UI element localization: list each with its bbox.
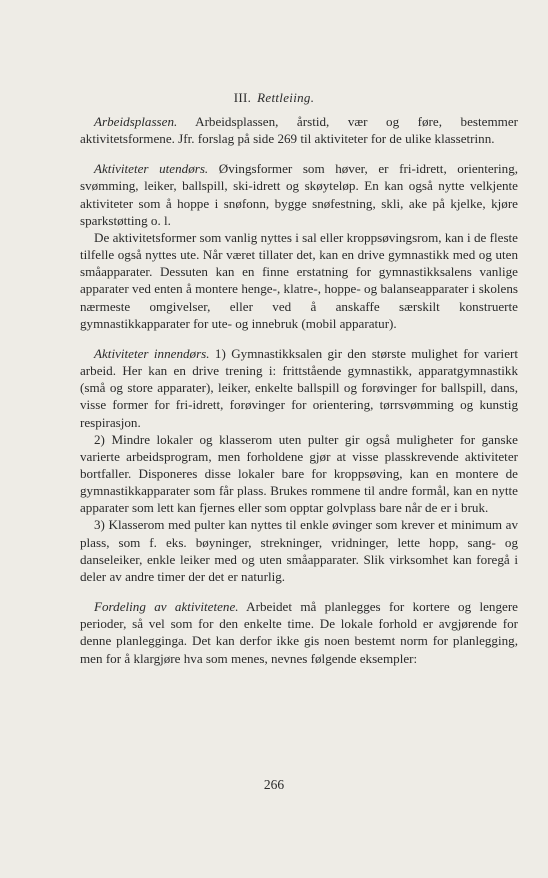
paragraph-text: 1) Gymnastikksalen gir den største mulighet for variert arbeid. Her kan en drive trening i: frittstående gymnastikk, apparatgymnastikk (små og store apparater), leiker, enkelte ballspill og forøvinger for ballspill, dans, visse former for fri-idrett, forøvinger for orientering, tørrsvømming og kunstig respirasjon. xyxy=(80,345,518,430)
paragraph-text: Øvingsformer som høver, er fri-idrett, orientering, svømming, leiker, ballspill, ski-idrett og skøyteløp. En kan også nytte velkjente aktiviteter som å hoppe i snøfonn, bygge snøfestning, skli, ake på kjelke, kjøre sparkstøtting o. l. xyxy=(80,161,519,228)
paragraph-fordeling xyxy=(80,598,518,667)
paragraph-text: Arbeidsplassen, årstid, vær og føre, bestemmer aktivitetsformene. Jfr. forslag på side 269 til aktiviteter for de ulike klassetrinn. xyxy=(80,114,518,147)
paragraph-aktiviteter-innendors xyxy=(80,345,518,431)
section-heading-aktiviteter-innendors: Aktiviteter innendørs. xyxy=(94,345,210,361)
chapter-number: III. xyxy=(233,90,252,105)
chapter-heading xyxy=(0,90,548,106)
paragraph-text: De aktivitetsformer som vanlig nyttes i sal eller kroppsøvingsrom, kan i de fleste tilfelle også nyttes ute. Når været tillater det, kan en drive gymnastikk med og uten småapparater. Dessuten kan en finne erstatning for gymnastikksalens vanlige apparater ved enten å montere henge-, klatre-, hoppe- og balanseapparater i skolens nærmeste omgivelser, eller ved å anskaffe særskilt konstruerte gymnastikkapparater for ute- og innebruk (mobil apparatur). xyxy=(80,229,518,331)
section-heading-aktiviteter-utendors: Aktiviteter utendørs. xyxy=(94,161,209,177)
paragraph-text: 2) Mindre lokaler og klasserom uten pulter gir også muligheter for ganske varierte arbeidsprogram, men forholdene gjør at visse plasskrevende aktiviteter bortfaller. Disponeres disse lokaler bare for kroppsøving, kan en montere de gymnastikkapparater som får plass. Brukes rommene til andre formål, kan en nytte apparater som lett kan fjernes eller som opptar golvplass bare når de er i bruk. xyxy=(80,431,518,516)
paragraph-text: 3) Klasserom med pulter kan nyttes til enkle øvinger som krever et minimum av plass, som f. eks. bøyninger, strekninger, vridninger, lette hopp, sang- og danseleiker, enkle leiker med og uten småapparater. Slik virksomhet kan foregå i deler av andre timer der det er naturlig. xyxy=(80,517,518,584)
section-heading-fordeling: Fordeling av aktivitetene. xyxy=(94,599,239,615)
section-heading-arbeidsplassen: Arbeidsplassen. xyxy=(94,114,178,129)
paragraph-aktiviteter-utendors xyxy=(80,160,518,229)
body-text xyxy=(80,113,518,667)
paragraph-arbeidsplassen xyxy=(80,113,518,147)
paragraph-text: Arbeidet må planlegges for kortere og lengere perioder, så vel som for den enkelte time. De lokale forhold er avgjørende for denne planlegginga. Det kan derfor ikke gis noen bestemt norm for planlegging, men for å klargjøre hva som menes, nevnes følgende eksempler: xyxy=(80,599,518,666)
chapter-title: Rettleiing. xyxy=(257,90,315,105)
page-number: 266 xyxy=(263,777,285,792)
